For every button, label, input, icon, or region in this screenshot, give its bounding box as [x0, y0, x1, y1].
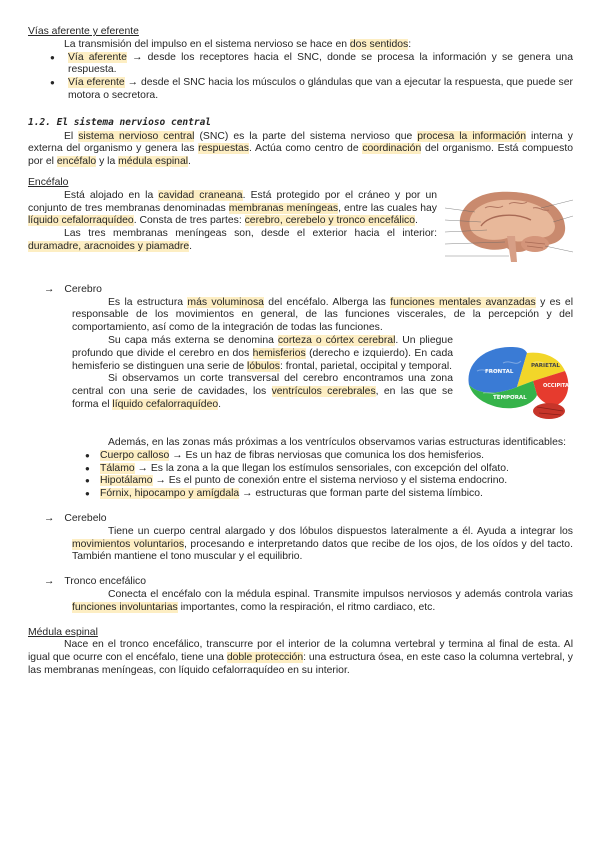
list-item: ● Vía aferente → desde los receptores hacia el SNC, donde se procesa la información y se genera una respuesta.	[68, 52, 573, 78]
snc-paragraph: El sistema nervioso central (SNC) es la parte del sistema nervioso que procesa la información interna y externa del organismo y genera las respuestas. Actúa como centro de coordinación del organismo. Está compuesto por el encéfalo y la médula espinal.	[28, 130, 573, 168]
tronco-paragraph: Conecta el encéfalo con la médula espinal. Transmite impulsos nerviosos y además controla varias funciones involuntarias importantes, como la respiración, el ritmo cardiaco, etc.	[72, 588, 573, 613]
cerebro-paragraph-4: Además, en las zonas más próximas a los ventrículos observamos varias estructuras identificables:	[108, 436, 566, 448]
vias-intro: La transmisión del impulso en el sistema nervioso se hace en dos sentidos:	[64, 38, 412, 50]
arrow-right-icon: →	[44, 512, 55, 524]
list-item: ● Hipotálamo → Es el punto de conexión entre el sistema nervioso y el sistema endocrino.	[100, 475, 573, 488]
subsection-cerebelo: → Cerebelo	[44, 512, 107, 524]
cerebro-structures-list	[28, 450, 573, 501]
section-heading-vias: Vías aferente y eferente	[28, 26, 139, 37]
list-item: ● Tálamo → Es la zona a la que llegan los estímulos sensoriales, con excepción del olfato.	[100, 463, 573, 476]
cerebro-paragraph-1: Es la estructura más voluminosa del encéfalo. Alberga las funciones mentales avanzadas y es el responsable de los movimientos en general, de las funciones viscerales, de la percepción y del comportamiento, así como de la integración de todas las funciones.	[72, 296, 574, 334]
meninges-paragraph: Las tres membranas meníngeas son, desde el exterior hacia el interior: duramadre, aracnoides y piamadre.	[28, 228, 437, 252]
vias-list	[28, 52, 573, 103]
subsection-cerebro: → Cerebro	[44, 283, 102, 295]
lobe-label-parietal: PARIETAL	[531, 362, 560, 369]
section-heading-encefalo: Encéfalo	[28, 176, 69, 188]
brain-lobes-illustration	[463, 341, 573, 421]
section-heading-medula: Médula espinal	[28, 626, 98, 638]
cerebelo-paragraph: Tiene un cuerpo central alargado y dos lóbulos dispuestos lateralmente a él. Ayuda a integrar los movimientos voluntarios, procesando e interpretando datos que recibe de los ojos, de los oídos y del tacto. También mantiene el tono muscular y el equilibrio.	[72, 525, 573, 563]
list-item: ● Fórnix, hipocampo y amígdala → estructuras que forman parte del sistema límbico.	[100, 488, 573, 501]
section-heading-snc: 1.2. El sistema nervioso central	[28, 116, 212, 128]
lobe-label-occipital: OCCIPITAL	[543, 382, 573, 389]
cerebro-paragraph-2: Su capa más externa se denomina corteza o córtex cerebral. Un pliegue profundo que divide el cerebro en dos hemisferios (derecho e izquierdo). En cada hemisferio se distinguen una serie de lóbulos: frontal, parietal, occipital y temporal.	[72, 334, 454, 372]
medula-paragraph: Nace en el tronco encefálico, transcurre por el interior de la columna vertebral y termina al final de esta. Al igual que ocurre con el encéfalo, tiene una doble protección: una estructura ósea, en este caso la columna vertebral, y las membranas meníngeas, con líquido cefalorraquídeo en su interior.	[28, 639, 573, 676]
subsection-tronco: → Tronco encefálico	[44, 576, 147, 588]
cerebro-paragraph-3: Si observamos un corte transversal del cerebro encontramos una zona central con una serie de cavidades, los ventrículos cerebrales, en las que se forma el líquido cefalorraquídeo.	[72, 373, 453, 410]
arrow-right-icon: →	[44, 576, 55, 588]
arrow-right-icon: →	[44, 283, 55, 295]
document-page	[28, 26, 573, 678]
lobe-label-frontal: FRONTAL	[485, 368, 514, 375]
encefalo-paragraph: Está alojado en la cavidad craneana. Está protegido por el cráneo y por un conjunto de tres membranas denominadas membranas meníngeas, entre las cuales hay líquido cefalorraquídeo. Consta de tres partes: cerebro, cerebelo y tronco encefálico.	[28, 189, 438, 227]
brain-sagittal-illustration	[445, 186, 573, 268]
list-item: ● Vía eferente → desde el SNC hacia los músculos o glándulas que van a ejecutar la respuesta, que puede ser motora o secretora.	[68, 77, 573, 103]
lobe-label-temporal: TEMPORAL	[493, 394, 527, 401]
list-item: ● Cuerpo calloso → Es un haz de fibras nerviosas que comunica los dos hemisferios.	[100, 450, 573, 463]
